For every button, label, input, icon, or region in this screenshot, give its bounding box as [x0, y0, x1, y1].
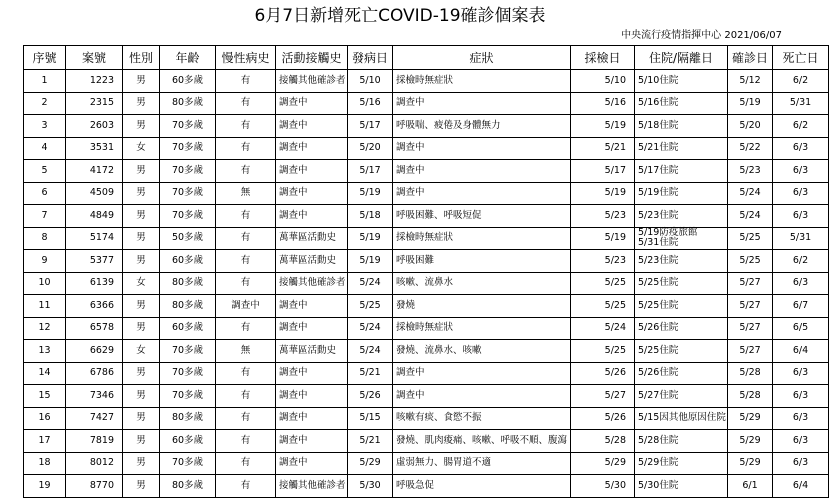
cell-sample-date: 5/23: [571, 205, 635, 228]
cell-sex: 男: [123, 227, 160, 250]
cell-age: 70多歲: [160, 160, 216, 183]
cell-admission-date: 5/27住院: [635, 385, 728, 408]
cell-seq: 14: [24, 362, 66, 385]
cell-confirm-date: 5/27: [728, 340, 773, 363]
cell-age: 80多歲: [160, 295, 216, 318]
cell-death-date: 6/2: [773, 115, 829, 138]
cell-symptoms: 呼吸困難、呼吸短促: [393, 205, 571, 228]
cell-age: 70多歲: [160, 205, 216, 228]
cell-contact-history: 調查中: [276, 295, 348, 318]
column-header-sample-date: 採檢日: [571, 46, 635, 70]
cell-age: 50多歲: [160, 227, 216, 250]
cell-sample-date: 5/10: [571, 70, 635, 93]
cell-admission-date: 5/30住院: [635, 475, 728, 498]
cell-symptoms: 調查中: [393, 182, 571, 205]
cell-sex: 男: [123, 205, 160, 228]
cell-symptoms: 調查中: [393, 362, 571, 385]
cell-onset-date: 5/21: [348, 362, 393, 385]
cell-sample-date: 5/19: [571, 115, 635, 138]
column-header-case-id: 案號: [66, 46, 123, 70]
cell-confirm-date: 5/20: [728, 115, 773, 138]
cell-chronic-history: 有: [216, 362, 276, 385]
cell-confirm-date: 5/29: [728, 407, 773, 430]
cell-onset-date: 5/16: [348, 92, 393, 115]
cell-case-id: 6578: [66, 317, 123, 340]
cell-onset-date: 5/19: [348, 227, 393, 250]
cell-seq: 2: [24, 92, 66, 115]
cell-death-date: 6/7: [773, 295, 829, 318]
table-row: [24, 250, 829, 273]
table-row: [24, 452, 829, 475]
cases-table: [23, 45, 829, 498]
cell-sample-date: 5/17: [571, 160, 635, 183]
cell-chronic-history: 有: [216, 137, 276, 160]
cell-case-id: 6139: [66, 272, 123, 295]
cell-symptoms: 調查中: [393, 160, 571, 183]
column-header-death-date: 死亡日: [773, 46, 829, 70]
column-header-chronic-history: 慢性病史: [216, 46, 276, 70]
cell-seq: 18: [24, 452, 66, 475]
cell-symptoms: 發燒: [393, 295, 571, 318]
cell-confirm-date: 5/24: [728, 182, 773, 205]
cell-chronic-history: 有: [216, 70, 276, 93]
table-header: [24, 46, 829, 70]
cell-confirm-date: 5/19: [728, 92, 773, 115]
column-header-confirm-date: 確診日: [728, 46, 773, 70]
cell-case-id: 2603: [66, 115, 123, 138]
cell-symptoms: 採檢時無症狀: [393, 227, 571, 250]
table-row: [24, 475, 829, 498]
cell-sample-date: 5/25: [571, 272, 635, 295]
cell-contact-history: 調查中: [276, 92, 348, 115]
cell-chronic-history: 無: [216, 182, 276, 205]
cell-death-date: 6/3: [773, 407, 829, 430]
cell-admission-date: 5/23住院: [635, 250, 728, 273]
source-date: 中央流行疫情指揮中心 2021/06/07: [621, 30, 782, 41]
cell-age: 70多歲: [160, 115, 216, 138]
cell-death-date: 6/2: [773, 250, 829, 273]
cell-contact-history: 接觸其他確診者: [276, 272, 348, 295]
cell-onset-date: 5/24: [348, 317, 393, 340]
cell-contact-history: 調查中: [276, 385, 348, 408]
cell-onset-date: 5/21: [348, 430, 393, 453]
cell-seq: 4: [24, 137, 66, 160]
cell-case-id: 6629: [66, 340, 123, 363]
cell-case-id: 5377: [66, 250, 123, 273]
column-header-symptoms: 症狀: [393, 46, 571, 70]
column-header-admission-date: 住院/隔離日: [635, 46, 728, 70]
cell-death-date: 5/31: [773, 92, 829, 115]
cell-age: 70多歲: [160, 452, 216, 475]
cell-case-id: 6366: [66, 295, 123, 318]
cell-chronic-history: 有: [216, 385, 276, 408]
cell-seq: 11: [24, 295, 66, 318]
cell-admission-date: 5/26住院: [635, 362, 728, 385]
table-row: [24, 92, 829, 115]
cell-confirm-date: 5/28: [728, 385, 773, 408]
cell-death-date: 6/5: [773, 317, 829, 340]
cell-sample-date: 5/28: [571, 430, 635, 453]
cell-age: 80多歲: [160, 475, 216, 498]
cell-confirm-date: 5/29: [728, 452, 773, 475]
cell-onset-date: 5/17: [348, 160, 393, 183]
column-header-sex: 性別: [123, 46, 160, 70]
cell-contact-history: 調查中: [276, 182, 348, 205]
cell-case-id: 7346: [66, 385, 123, 408]
cell-sex: 男: [123, 250, 160, 273]
table-row: [24, 205, 829, 228]
table-row: [24, 295, 829, 318]
cell-sex: 男: [123, 407, 160, 430]
table-row: [24, 272, 829, 295]
cell-age: 80多歲: [160, 407, 216, 430]
cell-symptoms: 呼吸困難: [393, 250, 571, 273]
cell-symptoms: 採檢時無症狀: [393, 317, 571, 340]
cell-sex: 男: [123, 295, 160, 318]
cell-chronic-history: 有: [216, 250, 276, 273]
cell-death-date: 6/3: [773, 160, 829, 183]
cell-onset-date: 5/15: [348, 407, 393, 430]
cell-contact-history: 調查中: [276, 452, 348, 475]
cell-contact-history: 調查中: [276, 115, 348, 138]
table-row: [24, 362, 829, 385]
cell-admission-date: 5/15因其他原因住院: [635, 407, 728, 430]
cell-chronic-history: 有: [216, 407, 276, 430]
cell-admission-date: 5/21住院: [635, 137, 728, 160]
cell-sample-date: 5/23: [571, 250, 635, 273]
cell-symptoms: 呼吸急促: [393, 475, 571, 498]
cell-case-id: 4849: [66, 205, 123, 228]
cell-onset-date: 5/30: [348, 475, 393, 498]
cell-chronic-history: 調查中: [216, 295, 276, 318]
cell-onset-date: 5/29: [348, 452, 393, 475]
cell-death-date: 6/2: [773, 70, 829, 93]
cell-contact-history: 調查中: [276, 362, 348, 385]
table-row: [24, 340, 829, 363]
cell-contact-history: 調查中: [276, 205, 348, 228]
cell-death-date: 6/3: [773, 452, 829, 475]
cell-admission-date: 5/17住院: [635, 160, 728, 183]
cell-confirm-date: 5/22: [728, 137, 773, 160]
cell-age: 60多歲: [160, 430, 216, 453]
table-row: [24, 115, 829, 138]
cell-death-date: 5/31: [773, 227, 829, 250]
cell-admission-date: 5/25住院: [635, 272, 728, 295]
cell-sex: 男: [123, 452, 160, 475]
cell-contact-history: 接觸其他確診者: [276, 475, 348, 498]
table-row: [24, 137, 829, 160]
cell-onset-date: 5/24: [348, 272, 393, 295]
table-row: [24, 227, 829, 250]
cell-death-date: 6/3: [773, 430, 829, 453]
cell-chronic-history: 有: [216, 160, 276, 183]
cell-age: 60多歲: [160, 70, 216, 93]
cell-onset-date: 5/17: [348, 115, 393, 138]
cell-confirm-date: 5/23: [728, 160, 773, 183]
cell-age: 60多歲: [160, 317, 216, 340]
page-title: 6月7日新增死亡COVID-19確診個案表: [254, 6, 546, 26]
cell-chronic-history: 有: [216, 227, 276, 250]
cell-seq: 3: [24, 115, 66, 138]
cell-onset-date: 5/26: [348, 385, 393, 408]
cell-admission-date: 5/19住院: [635, 182, 728, 205]
cell-confirm-date: 5/25: [728, 227, 773, 250]
cell-case-id: 3531: [66, 137, 123, 160]
cell-admission-date: 5/23住院: [635, 205, 728, 228]
cell-sex: 男: [123, 182, 160, 205]
cell-sample-date: 5/25: [571, 340, 635, 363]
table-row: [24, 317, 829, 340]
cell-case-id: 7427: [66, 407, 123, 430]
cell-death-date: 6/4: [773, 340, 829, 363]
cell-confirm-date: 5/27: [728, 272, 773, 295]
cell-admission-date: 5/25住院: [635, 340, 728, 363]
cell-seq: 19: [24, 475, 66, 498]
cell-sample-date: 5/29: [571, 452, 635, 475]
cell-contact-history: 萬華區活動史: [276, 340, 348, 363]
table-row: [24, 385, 829, 408]
cell-age: 70多歲: [160, 137, 216, 160]
cell-chronic-history: 有: [216, 205, 276, 228]
cell-death-date: 6/4: [773, 475, 829, 498]
cell-sex: 男: [123, 385, 160, 408]
cell-case-id: 6786: [66, 362, 123, 385]
cell-sex: 女: [123, 272, 160, 295]
cell-age: 60多歲: [160, 250, 216, 273]
cell-age: 70多歲: [160, 385, 216, 408]
cell-sex: 女: [123, 137, 160, 160]
cell-onset-date: 5/25: [348, 295, 393, 318]
cell-seq: 12: [24, 317, 66, 340]
cell-symptoms: 採檢時無症狀: [393, 70, 571, 93]
column-header-seq: 序號: [24, 46, 66, 70]
cell-admission-date: 5/19防疫旅館 5/31住院: [635, 227, 728, 250]
column-header-onset-date: 發病日: [348, 46, 393, 70]
cell-case-id: 7819: [66, 430, 123, 453]
cell-sample-date: 5/26: [571, 362, 635, 385]
cell-symptoms: 咳嗽、流鼻水: [393, 272, 571, 295]
cell-onset-date: 5/19: [348, 250, 393, 273]
cell-chronic-history: 有: [216, 92, 276, 115]
cell-age: 70多歲: [160, 362, 216, 385]
cell-onset-date: 5/10: [348, 70, 393, 93]
cell-sample-date: 5/19: [571, 227, 635, 250]
cell-contact-history: 調查中: [276, 160, 348, 183]
cell-onset-date: 5/24: [348, 340, 393, 363]
cell-death-date: 6/3: [773, 137, 829, 160]
cell-seq: 16: [24, 407, 66, 430]
cell-seq: 9: [24, 250, 66, 273]
cell-confirm-date: 5/27: [728, 295, 773, 318]
cell-symptoms: 發燒、流鼻水、咳嗽: [393, 340, 571, 363]
cell-contact-history: 調查中: [276, 430, 348, 453]
cell-sample-date: 5/30: [571, 475, 635, 498]
cell-death-date: 6/3: [773, 362, 829, 385]
cell-sample-date: 5/27: [571, 385, 635, 408]
cell-confirm-date: 5/24: [728, 205, 773, 228]
cell-sex: 男: [123, 362, 160, 385]
cell-sex: 女: [123, 340, 160, 363]
cell-age: 80多歲: [160, 92, 216, 115]
cell-seq: 15: [24, 385, 66, 408]
cell-contact-history: 調查中: [276, 407, 348, 430]
cell-seq: 8: [24, 227, 66, 250]
cell-symptoms: 調查中: [393, 92, 571, 115]
cell-admission-date: 5/29住院: [635, 452, 728, 475]
cell-chronic-history: 有: [216, 430, 276, 453]
cell-chronic-history: 有: [216, 452, 276, 475]
cell-sex: 男: [123, 317, 160, 340]
cell-sample-date: 5/25: [571, 295, 635, 318]
cell-sex: 男: [123, 430, 160, 453]
cell-age: 70多歲: [160, 182, 216, 205]
cell-chronic-history: 有: [216, 115, 276, 138]
cell-sex: 男: [123, 70, 160, 93]
cell-confirm-date: 5/28: [728, 362, 773, 385]
cell-sample-date: 5/19: [571, 182, 635, 205]
cell-symptoms: 咳嗽有痰、食慾不振: [393, 407, 571, 430]
cell-chronic-history: 無: [216, 340, 276, 363]
cell-contact-history: 調查中: [276, 317, 348, 340]
cell-symptoms: 調查中: [393, 385, 571, 408]
cell-age: 80多歲: [160, 272, 216, 295]
cell-admission-date: 5/25住院: [635, 295, 728, 318]
cell-onset-date: 5/20: [348, 137, 393, 160]
table-row: [24, 430, 829, 453]
cell-confirm-date: 5/25: [728, 250, 773, 273]
cell-seq: 1: [24, 70, 66, 93]
cell-age: 70多歲: [160, 340, 216, 363]
cell-seq: 5: [24, 160, 66, 183]
cell-sex: 男: [123, 160, 160, 183]
cell-contact-history: 萬華區活動史: [276, 227, 348, 250]
cell-seq: 6: [24, 182, 66, 205]
cell-death-date: 6/3: [773, 385, 829, 408]
cell-onset-date: 5/18: [348, 205, 393, 228]
cell-sample-date: 5/26: [571, 407, 635, 430]
cell-symptoms: 發燒、肌肉痠痛、咳嗽、呼吸不順、腹瀉: [393, 430, 571, 453]
cell-case-id: 4172: [66, 160, 123, 183]
cell-chronic-history: 有: [216, 272, 276, 295]
cell-case-id: 2315: [66, 92, 123, 115]
cell-chronic-history: 有: [216, 475, 276, 498]
cell-sex: 男: [123, 92, 160, 115]
cell-seq: 10: [24, 272, 66, 295]
cell-sample-date: 5/16: [571, 92, 635, 115]
cell-symptoms: 呼吸喘、疲倦及身體無力: [393, 115, 571, 138]
cell-seq: 13: [24, 340, 66, 363]
cell-seq: 7: [24, 205, 66, 228]
column-header-contact-history: 活動接觸史: [276, 46, 348, 70]
cell-case-id: 8012: [66, 452, 123, 475]
cell-sex: 男: [123, 115, 160, 138]
table-row: [24, 160, 829, 183]
cell-confirm-date: 5/29: [728, 430, 773, 453]
column-header-age: 年齡: [160, 46, 216, 70]
cell-death-date: 6/3: [773, 272, 829, 295]
cell-admission-date: 5/18住院: [635, 115, 728, 138]
table-row: [24, 182, 829, 205]
cell-symptoms: 調查中: [393, 137, 571, 160]
table-row: [24, 407, 829, 430]
cell-sample-date: 5/21: [571, 137, 635, 160]
cell-case-id: 5174: [66, 227, 123, 250]
cell-sex: 男: [123, 475, 160, 498]
cell-chronic-history: 有: [216, 317, 276, 340]
cell-admission-date: 5/10住院: [635, 70, 728, 93]
cell-confirm-date: 5/12: [728, 70, 773, 93]
cell-admission-date: 5/16住院: [635, 92, 728, 115]
cell-case-id: 4509: [66, 182, 123, 205]
cell-case-id: 1223: [66, 70, 123, 93]
cell-contact-history: 接觸其他確診者: [276, 70, 348, 93]
cell-seq: 17: [24, 430, 66, 453]
cell-contact-history: 調查中: [276, 137, 348, 160]
cell-symptoms: 虛弱無力、腸胃道不適: [393, 452, 571, 475]
cell-sample-date: 5/24: [571, 317, 635, 340]
cell-admission-date: 5/28住院: [635, 430, 728, 453]
cell-case-id: 8770: [66, 475, 123, 498]
cell-confirm-date: 5/27: [728, 317, 773, 340]
cell-death-date: 6/3: [773, 182, 829, 205]
table-row: [24, 70, 829, 93]
cell-death-date: 6/3: [773, 205, 829, 228]
cell-contact-history: 萬華區活動史: [276, 250, 348, 273]
cell-onset-date: 5/19: [348, 182, 393, 205]
cell-confirm-date: 6/1: [728, 475, 773, 498]
cell-admission-date: 5/26住院: [635, 317, 728, 340]
